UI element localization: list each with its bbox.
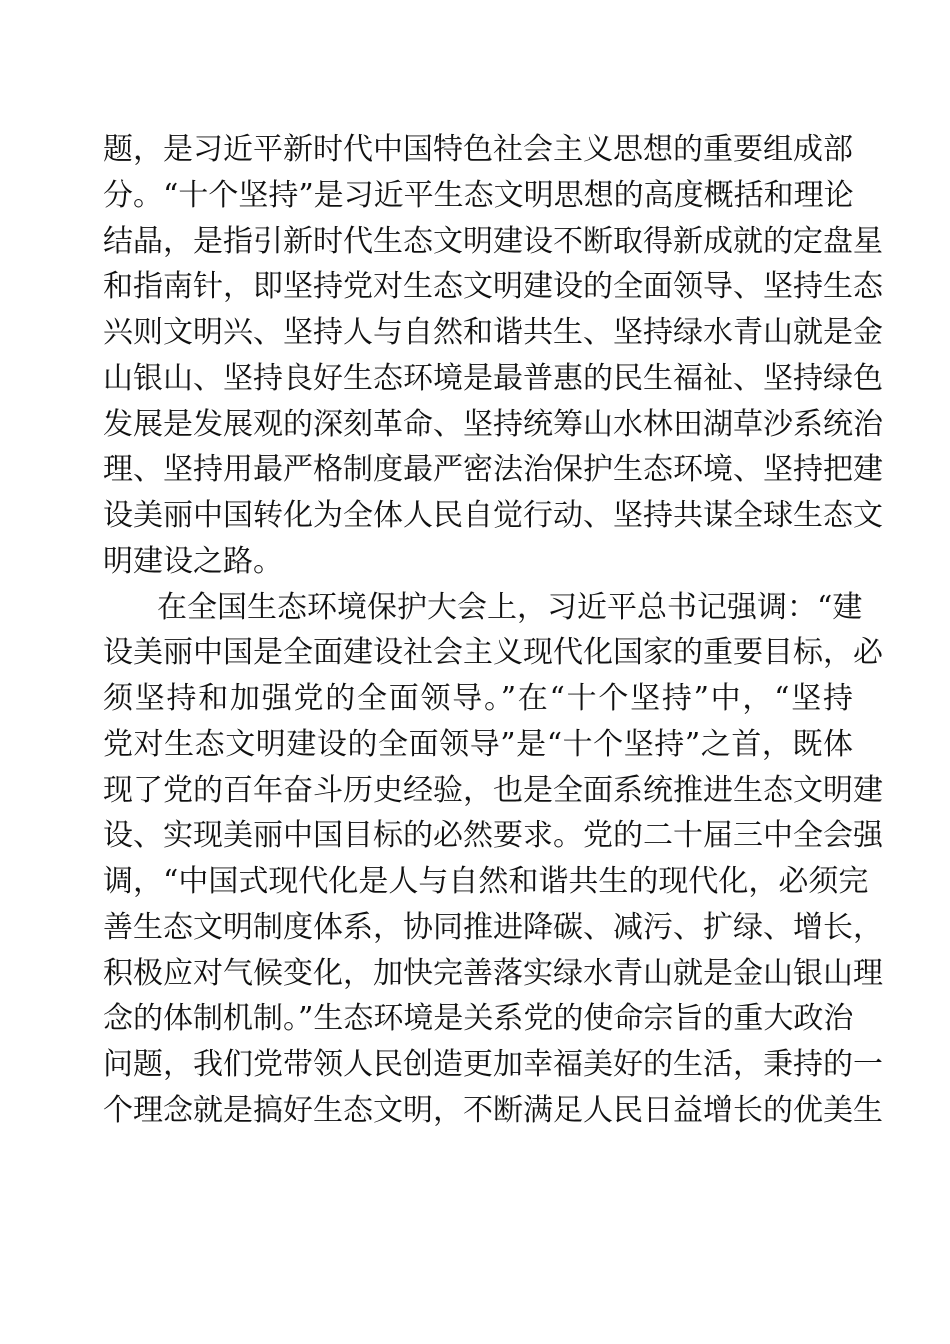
text-line: 党对生态文明建设的全面领导”是“十个坚持”之首，既体	[103, 726, 853, 762]
text-line: 山银山、坚持良好生态环境是最普惠的民生福祉、坚持绿色	[103, 360, 883, 396]
text-line: 理、坚持用最严格制度最严密法治保护生态环境、坚持把建	[103, 452, 883, 488]
text-line: 兴则文明兴、坚持人与自然和谐共生、坚持绿水青山就是金	[103, 315, 883, 350]
text-line: 个理念就是搞好生态文明，不断满足人民日益增长的优美生	[103, 1092, 883, 1128]
paragraph-1	[103, 127, 883, 585]
text-line: 念的体制机制。”生态环境是关系党的使命宗旨的重大政治	[103, 1001, 854, 1037]
text-line: 设、实现美丽中国目标的必然要求。党的二十届三中全会强	[103, 818, 883, 854]
text-line: 调，“中国式现代化是人与自然和谐共生的现代化，必须完	[103, 864, 869, 899]
text-line: 发展是发展观的深刻革命、坚持统筹山水林田湖草沙系统治	[103, 406, 883, 442]
text-line: 善生态文明制度体系，协同推进降碳、减污、扩绿、增长，	[103, 909, 883, 945]
text-line: 题，是习近平新时代中国特色社会主义思想的重要组成部	[103, 132, 853, 167]
text-line: 设美丽中国转化为全体人民自觉行动、坚持共谋全球生态文	[103, 498, 883, 533]
text-line: 结晶，是指引新时代生态文明建设不断取得新成就的定盘星	[103, 223, 883, 259]
text-line: 积极应对气候变化，加快完善落实绿水青山就是金山银山理	[103, 955, 883, 991]
text-line: 明建设之路。	[103, 543, 283, 579]
text-line: 须坚持和加强党的全面领导。”在“十个坚持”中，“坚持	[103, 681, 853, 716]
text-line: 设美丽中国是全面建设社会主义现代化国家的重要目标，必	[103, 635, 883, 671]
text-line: 分。“十个坚持”是习近平生态文明思想的高度概括和理论	[103, 177, 854, 213]
paragraph-2	[103, 585, 883, 1134]
text-line: 在全国生态环境保护大会上，习近平总书记强调：“建	[157, 589, 863, 625]
text-line: 问题，我们党带领人民创造更加幸福美好的生活，秉持的一	[103, 1047, 883, 1082]
body-text	[103, 127, 883, 1134]
text-line: 现了党的百年奋斗历史经验，也是全面系统推进生态文明建	[103, 772, 883, 808]
text-line: 和指南针，即坚持党对生态文明建设的全面领导、坚持生态	[103, 269, 883, 305]
